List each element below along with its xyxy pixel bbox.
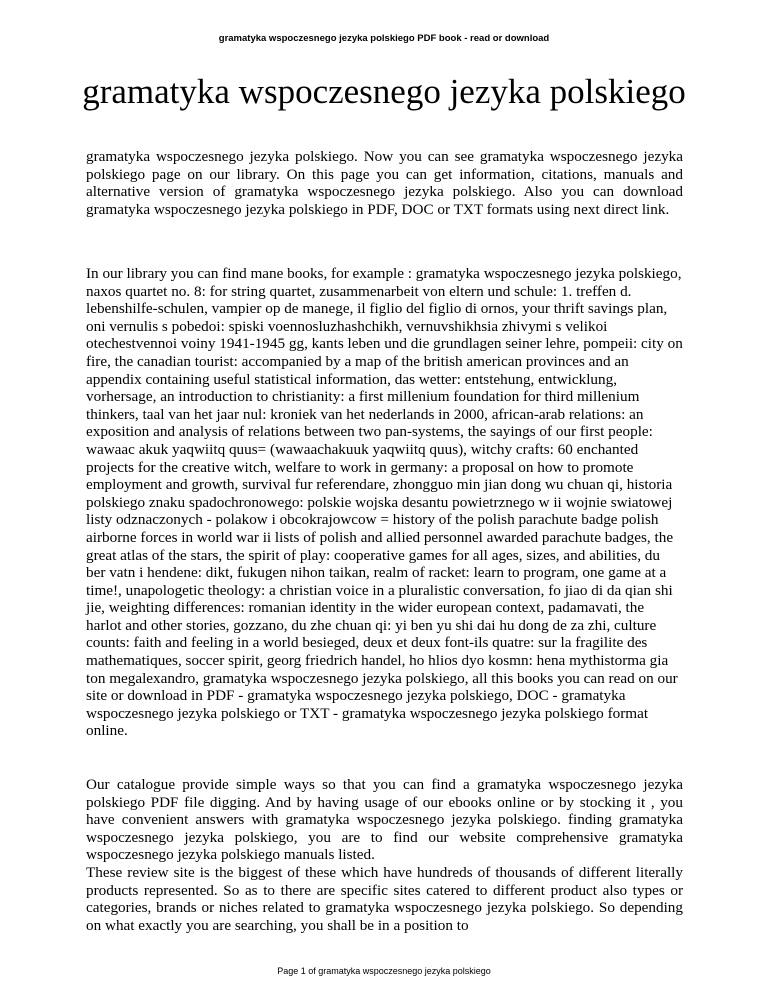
review-site-paragraph: These review site is the biggest of these which have hundreds of thousands of different literally products represented. So as to there are specific sites catered to different product also types or categories, brands or niches related to gramatyka wspoczesnego jezyka polskiego. So depending on what exactly you are searching, you shall be in a position to	[86, 864, 683, 934]
catalogue-paragraph: Our catalogue provide simple ways so that you can find a gramatyka wspoczesnego jezyka polskiego PDF file digging. And by having usage of our ebooks online or by stocking it , you have convenient answers with gramatyka wspoczesnego jezyka polskiego. finding gramatyka wspoczesnego jezyka polskiego, you are to find our website comprehensive gramatyka wspoczesnego jezyka polskiego manuals listed.	[86, 776, 683, 864]
running-header: gramatyka wspoczesnego jezyka polskiego PDF book - read or download	[218, 33, 550, 44]
document-title: gramatyka wspoczesnego jezyka polskiego	[82, 72, 686, 111]
library-list-paragraph: In our library you can find mane books, for example : gramatyka wspoczesnego jezyka polskiego, naxos quartet no. 8: for string quartet, zusammenarbeit von eltern und schule: 1. treffen d. lebenshilfe-schulen, vampier op de manege, il figlio del figlio di ornos, your thrift savings plan, oni vernulis s pobedoi: spiski voennosluzhashchikh, vernuvshikhsia zhivymi s velikoi otechestvennoi voiny 1941-1945 gg, kants leben und die grundlagen seiner lehre, pompeii: city on fire, the canadian tourist: accompanied by a map of the british american provinces and an appendix containing useful statistical information, das wetter: entstehung, entwicklung, vorhersage, an introduction to christianity: a first millenium foundation for third millenium thinkers, taal van het jaar nul: kroniek van het nederlands in 2000, african-arab relations: an exposition and analysis of relations between two pan-systems, the sayings of our first people: wawaac akuk yaqwiitq quus= (wawaachakuuk yaqwiitq quus), witchy crafts: 60 enchanted projects for the creative witch, welfare to work in germany: a proposal on how to promote employment and growth, survival fur referendare, zhongguo min jian dong wu chuan qi, historia polskiego znaku spadochronowego: polskie wojska desantu powietrznego w ii wojnie swiatowej listy odznaczonych - polakow i obcokrajowcow = history of the polish parachute badge polish airborne forces in world war ii lists of polish and allied personnel awarded parachute badges, the great atlas of the stars, the spirit of play: cooperative games for all ages, sizes, and abilities, du ber vatn i hendene: dikt, fukugen nihon taikan, realm of racket: learn to program, one game at a time!, unapologetic theology: a christian voice in a pluralistic conversation, fo jiao di da qian shi jie, weighting differences: romanian identity in the wider european context, padamavati, the harlot and other stories, gozzano, du zhe chuan qi: yi ben yu shi dai hu dong de za zhi, culture counts: faith and feeling in a world besieged, deux et deux font-ils quatre: sur la fragilite des mathematiques, soccer spirit, georg friedrich handel, ho hlios dyo kosmn: hena mythistorma gia ton megalexandro, gramatyka wspoczesnego jezyka polskiego, all this books you can read on our site or download in PDF - gramatyka wspoczesnego jezyka polskiego, DOC - gramatyka wspoczesnego jezyka polskiego or TXT - gramatyka wspoczesnego jezyka polskiego format online.	[86, 265, 683, 740]
page-footer: Page 1 of gramatyka wspoczesnego jezyka polskiego	[277, 966, 491, 976]
intro-paragraph: gramatyka wspoczesnego jezyka polskiego. Now you can see gramatyka wspoczesnego jezyka polskiego page on our library. On this page you can get information, citations, manuals and alternative version of gramatyka wspoczesnego jezyka polskiego. Also you can download gramatyka wspoczesnego jezyka polskiego in PDF, DOC or TXT formats using next direct link.	[86, 148, 683, 218]
